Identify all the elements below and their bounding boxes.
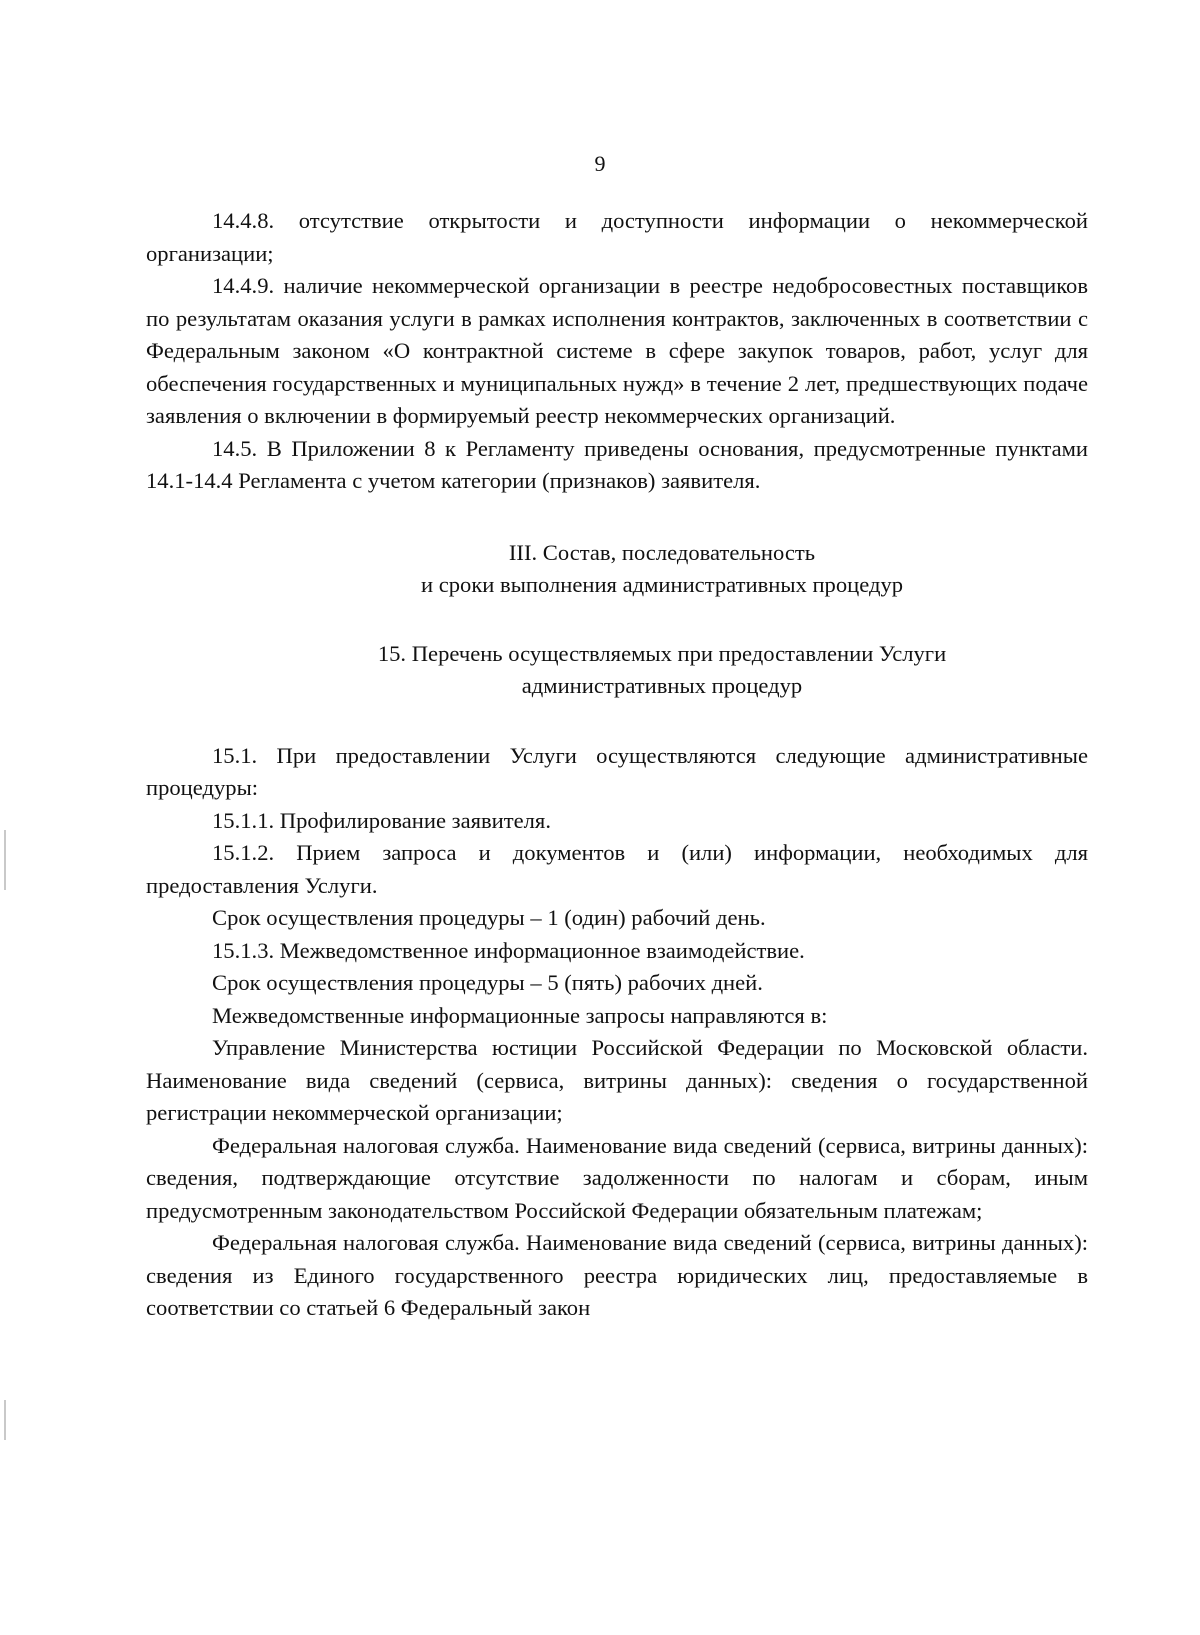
paragraph-ministry-justice: Управление Министерства юстиции Российской Федерации по Московской области. Наименование вида сведений (сервиса, витрины данных): сведения о государственной регистрации некоммерческой организации; [146, 1035, 1088, 1125]
document-body [146, 205, 1088, 1325]
paragraph-14-5: 14.5. В Приложении 8 к Регламенту приведены основания, предусмотренные пунктами 14.1-14.4 Регламента с учетом категории (признаков) заявителя. [146, 435, 1088, 493]
paragraph-14-4-8: 14.4.8. отсутствие открытости и доступности информации о некоммерческой организации; [146, 208, 1088, 266]
scan-edge-mark [4, 1400, 6, 1440]
subsection-heading-line-1: 15. Перечень осуществляемых при предоставлении Услуги [377, 640, 947, 666]
scan-edge-mark [4, 830, 6, 890]
paragraph-14-4-9: 14.4.9. наличие некоммерческой организации в реестре недобросовестных поставщиков по результатам оказания услуги в рамках исполнения контрактов, заключенных в соответствии с Федеральным законом «О контрактной системе в сфере закупок товаров, работ, услуг для обеспечения государственных и муниципальных нужд» в течение 2 лет, предшествующих подаче заявления о включении в формируемый реестр некоммерческих организаций. [146, 273, 1088, 428]
paragraph-tax-service-egrul: Федеральная налоговая служба. Наименование вида сведений (сервиса, витрины данных): сведения из Единого государственного реестра юридических лиц, предоставляемые в соответствии со статьей 6 Федеральный закон [146, 1230, 1088, 1320]
subsection-heading [146, 638, 1088, 703]
section-heading-line-2: и сроки выполнения административных процедур [420, 572, 904, 597]
section-heading-line-1: III. Состав, последовательность [508, 539, 816, 565]
paragraph-term-1: Срок осуществления процедуры – 1 (один) рабочий день. [212, 905, 766, 930]
subsection-heading-line-2: административных процедур [521, 673, 803, 698]
section-heading [146, 537, 1088, 602]
paragraph-term-2: Срок осуществления процедуры – 5 (пять) рабочих дней. [212, 970, 763, 995]
paragraph-15-1: 15.1. При предоставлении Услуги осуществляются следующие административные процедуры: [146, 742, 1088, 800]
paragraph-15-1-3: 15.1.3. Межведомственное информационное взаимодействие. [212, 937, 805, 963]
page-number: 9 [594, 151, 606, 176]
paragraph-tax-service-debt: Федеральная налоговая служба. Наименование вида сведений (сервиса, витрины данных): сведения, подтверждающие отсутствие задолженности по налогам и сборам, иным предусмотренным законодательством Российской Федерации обязательным платежам; [146, 1132, 1088, 1223]
paragraph-15-1-1: 15.1.1. Профилирование заявителя. [212, 807, 551, 833]
paragraph-requests-intro: Межведомственные информационные запросы направляются в: [212, 1002, 828, 1028]
paragraph-15-1-2: 15.1.2. Прием запроса и документов и (или) информации, необходимых для предоставления Услуги. [146, 840, 1088, 898]
